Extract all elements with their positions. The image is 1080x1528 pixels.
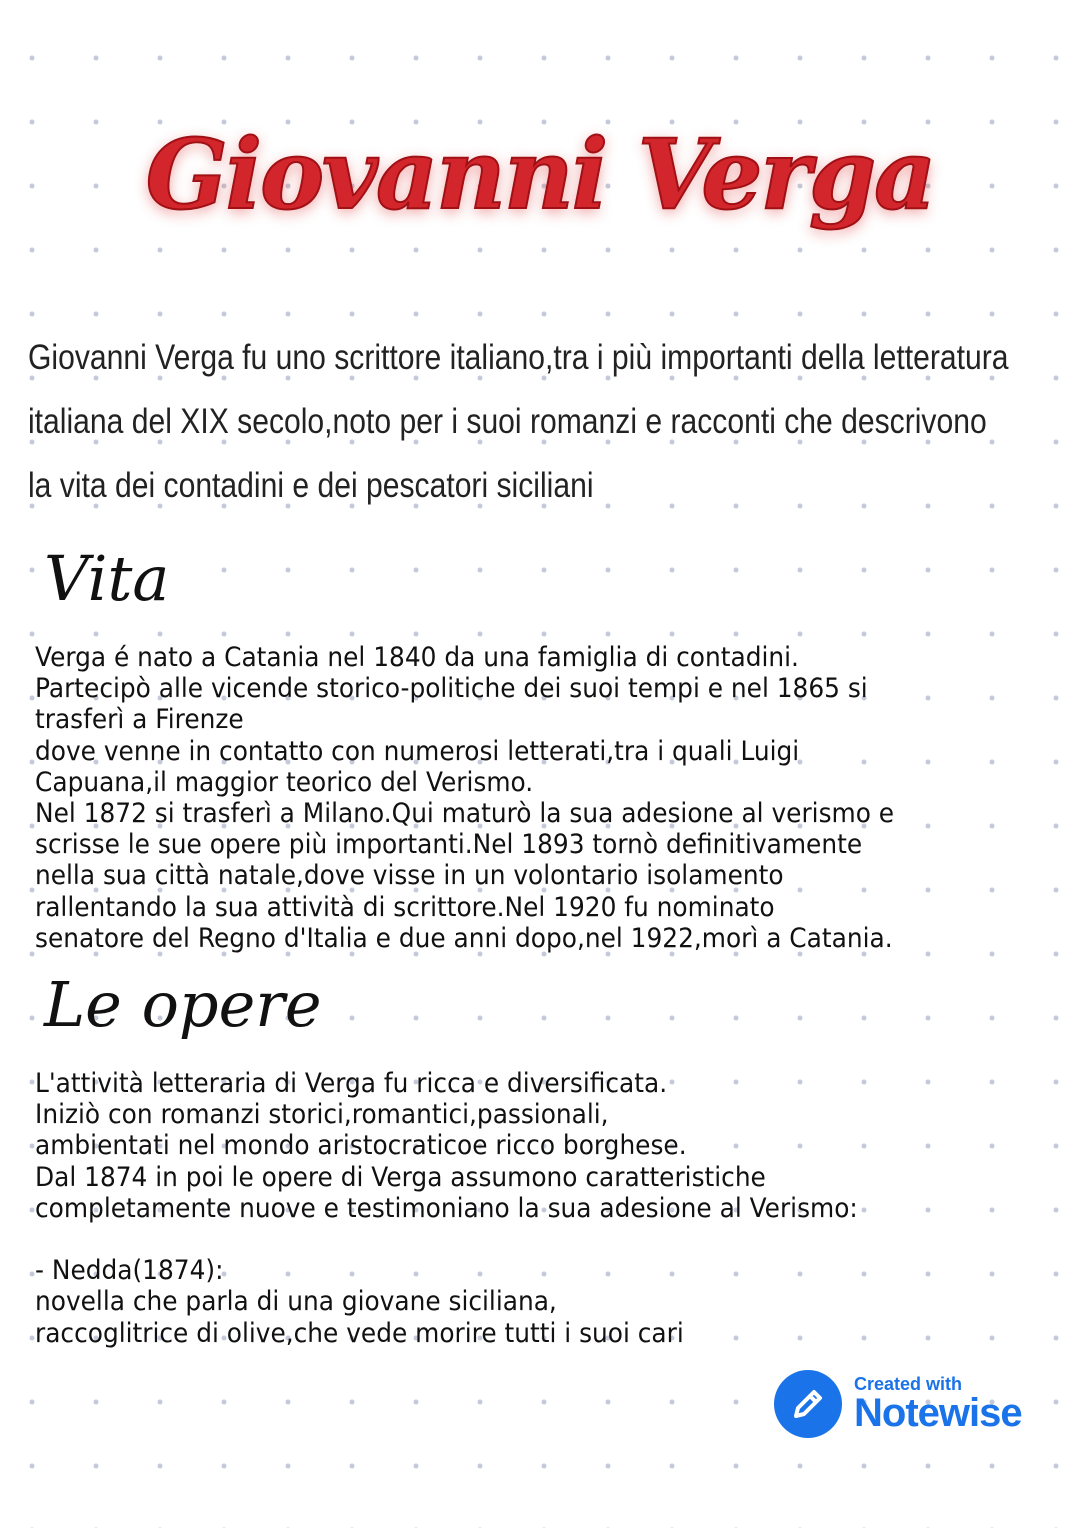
text-line: rallentando la sua attività di scrittore.Nel 1920 fu nominato — [35, 891, 775, 923]
text-line: Nel 1872 si trasferì a Milano.Qui maturò la sua adesione al verismo e — [35, 798, 895, 830]
text-line: L'attività letteraria di Verga fu ricca e diversificata. — [35, 1068, 668, 1099]
text-line: novella che parla di una giovane siciliana, — [35, 1286, 557, 1318]
text-line: completamente nuove e testimoniano la sua adesione al Verismo: — [35, 1192, 858, 1224]
page-title: Giovanni Verga — [145, 118, 935, 231]
text-line: Dal 1874 in poi le opere di Verga assumono caratteristiche — [35, 1161, 766, 1193]
intro-line: Giovanni Verga fu uno scrittore italiano,tra i più importanti della letteratura — [28, 338, 1009, 377]
text-line: raccoglitrice di olive,che vede morire tutti i suoi cari — [35, 1317, 684, 1349]
text-line: senatore del Regno d'Italia e due anni dopo,nel 1922,morì a Catania. — [35, 922, 893, 954]
vita-paragraph — [35, 642, 894, 954]
section-heading-vita: Vita — [44, 542, 170, 615]
text-line: Verga é nato a Catania nel 1840 da una famiglia di contadini. — [35, 642, 799, 673]
watermark-caption: Created with — [854, 1374, 963, 1394]
section-heading-opere: Le opere — [44, 968, 322, 1041]
intro-line: la vita dei contadini e dei pescatori siciliani — [28, 466, 594, 505]
text-line: scrisse le sue opere più importanti.Nel 1893 tornò definitivamente — [35, 829, 863, 861]
text-line: Iniziò con romanzi storici,romantici,passionali, — [35, 1099, 609, 1131]
intro-line: italiana del XIX secolo,noto per i suoi romanzi e racconti che descrivono — [28, 402, 987, 441]
text-line: nella sua città natale,dove visse in un volontario isolamento — [35, 860, 784, 892]
watermark-brand: Notewise — [854, 1391, 1022, 1435]
text-line: dove venne in contatto con numerosi letterati,tra i quali Luigi — [35, 735, 800, 767]
text-line: Partecipò alle vicende storico-politiche dei suoi tempi e nel 1865 si — [35, 673, 868, 705]
opere-paragraph — [35, 1068, 858, 1349]
notewise-watermark — [774, 1370, 1022, 1438]
pencil-icon — [774, 1370, 842, 1438]
text-line: ambientati nel mondo aristocraticoe ricco borghese. — [35, 1130, 687, 1162]
text-line — [35, 1224, 858, 1255]
text-line: Capuana,il maggior teorico del Verismo. — [35, 766, 534, 798]
text-line: - Nedda(1874): — [35, 1255, 224, 1287]
text-line: trasferì a Firenze — [35, 704, 244, 736]
